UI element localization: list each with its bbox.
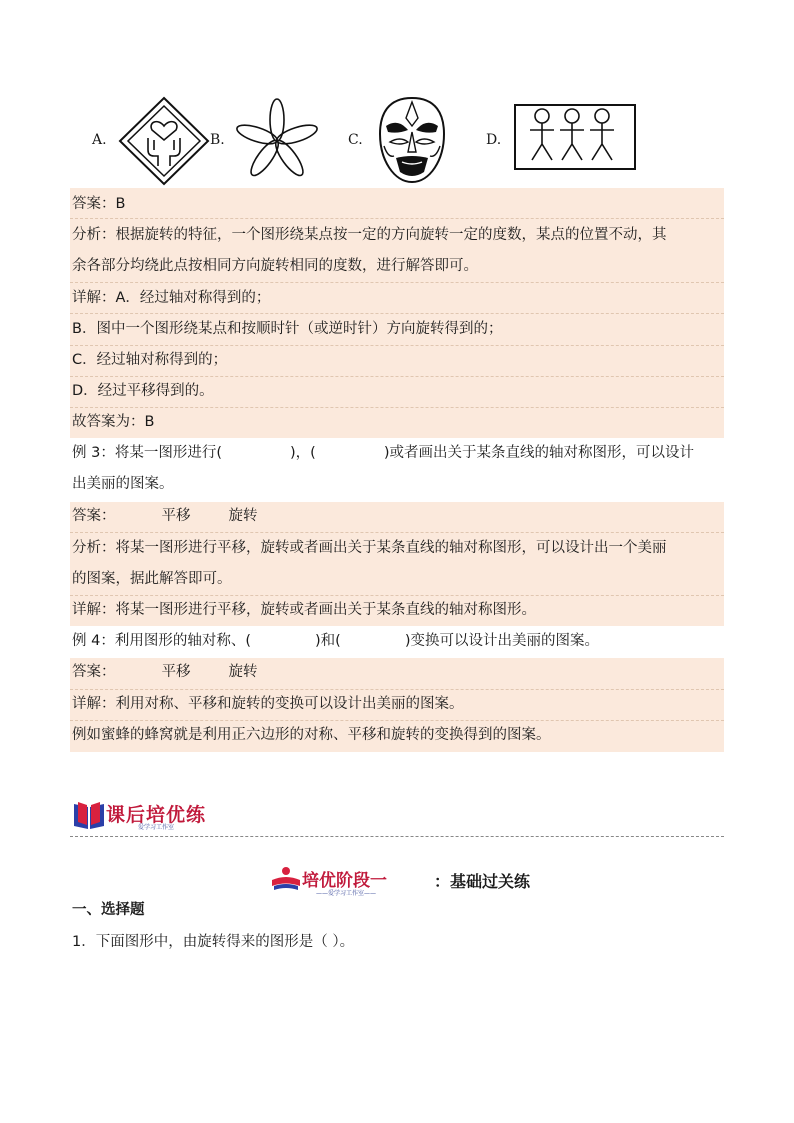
example3-detail: 详解：将某一图形进行平移，旋转或者画出关于某条直线的轴对称图形。 bbox=[72, 602, 536, 618]
option-d-label: D. bbox=[486, 132, 502, 148]
divider bbox=[70, 218, 724, 219]
example4-question bbox=[72, 631, 724, 651]
three-stick-figures-icon bbox=[514, 104, 636, 170]
stage-tail: ：基础过关练 bbox=[434, 872, 531, 891]
example4-answer-label: 答案： bbox=[72, 664, 116, 680]
reading-figure-icon bbox=[270, 866, 302, 892]
example4-q-mid: )和( bbox=[315, 633, 341, 649]
five-petal-flower-icon bbox=[232, 96, 322, 186]
example3-q-suffix: )或者画出关于某条直线的轴对称图形，可以设计 bbox=[383, 445, 694, 461]
part1-heading: 一、选择题 bbox=[72, 902, 145, 918]
example3-answer bbox=[72, 506, 724, 526]
example3-question-line1 bbox=[72, 443, 724, 463]
divider bbox=[70, 532, 724, 533]
example2-analysis-line2: 余各部分均绕此点按相同方向旋转相同的度数，进行解答即可。 bbox=[72, 258, 478, 274]
example2-detail-a: 详解：A．经过轴对称得到的； bbox=[72, 290, 271, 306]
stage-title: 培优阶段一 bbox=[302, 871, 387, 891]
divider bbox=[70, 345, 724, 346]
example4-answer-2: 旋转 bbox=[228, 664, 258, 680]
divider bbox=[70, 689, 724, 690]
book-logo-icon bbox=[72, 798, 106, 832]
divider bbox=[70, 313, 724, 314]
example2-analysis-line1: 分析：根据旋转的特征，一个图形绕某点按一定的方向旋转一定的度数，某点的位置不动，其 bbox=[72, 227, 667, 243]
option-b-label: B. bbox=[210, 132, 225, 148]
options-row bbox=[72, 96, 732, 186]
example2-detail-b: B．图中一个图形绕某点和按顺时针（或逆时针）方向旋转得到的； bbox=[72, 321, 503, 337]
opera-mask-icon bbox=[374, 96, 450, 184]
example3-answer-label: 答案： bbox=[72, 508, 116, 524]
section-divider bbox=[70, 836, 724, 837]
example2-answer: 答案：B bbox=[72, 196, 126, 212]
divider bbox=[70, 407, 724, 408]
question-1: 1．下面图形中，由旋转得来的图形是（ ）。 bbox=[72, 934, 355, 950]
example3-question-line2: 出美丽的图案。 bbox=[72, 476, 174, 492]
example3-answer-2: 旋转 bbox=[228, 508, 258, 524]
divider bbox=[70, 595, 724, 596]
example3-analysis-line1: 分析：将某一图形进行平移，旋转或者画出关于某条直线的轴对称图形，可以设计出一个美丽 bbox=[72, 540, 667, 556]
example2-detail-d: D．经过平移得到的。 bbox=[72, 383, 214, 399]
divider bbox=[70, 720, 724, 721]
example4-q-prefix: 例 4：利用图形的轴对称、( bbox=[72, 633, 251, 649]
example3-answer-1: 平移 bbox=[161, 508, 191, 524]
section-subtitle: 爱学习工作室 bbox=[138, 824, 175, 831]
option-c-label: C. bbox=[348, 132, 363, 148]
example3-q-mid: )，( bbox=[290, 445, 316, 461]
stage-subtitle: ——爱学习工作室—— bbox=[316, 890, 377, 897]
example3-analysis-line2: 的图案，据此解答即可。 bbox=[72, 571, 232, 587]
example3-q-prefix: 例 3：将某一图形进行( bbox=[72, 445, 222, 461]
diamond-heart-hands-icon bbox=[118, 96, 210, 186]
section-title: 课后培优练 bbox=[106, 804, 207, 826]
example2-conclusion: 故答案为：B bbox=[72, 414, 155, 430]
option-a-label: A. bbox=[92, 132, 107, 148]
example2-detail-c: C．经过轴对称得到的； bbox=[72, 352, 228, 368]
divider bbox=[70, 376, 724, 377]
example4-detail: 详解：利用对称、平移和旋转的变换可以设计出美丽的图案。 bbox=[72, 696, 464, 712]
example4-answer-1: 平移 bbox=[161, 664, 191, 680]
divider bbox=[70, 282, 724, 283]
example4-answer bbox=[72, 662, 724, 682]
example4-example: 例如蜜蜂的蜂窝就是利用正六边形的对称、平移和旋转的变换得到的图案。 bbox=[72, 727, 551, 743]
example4-q-suffix: )变换可以设计出美丽的图案。 bbox=[404, 633, 599, 649]
